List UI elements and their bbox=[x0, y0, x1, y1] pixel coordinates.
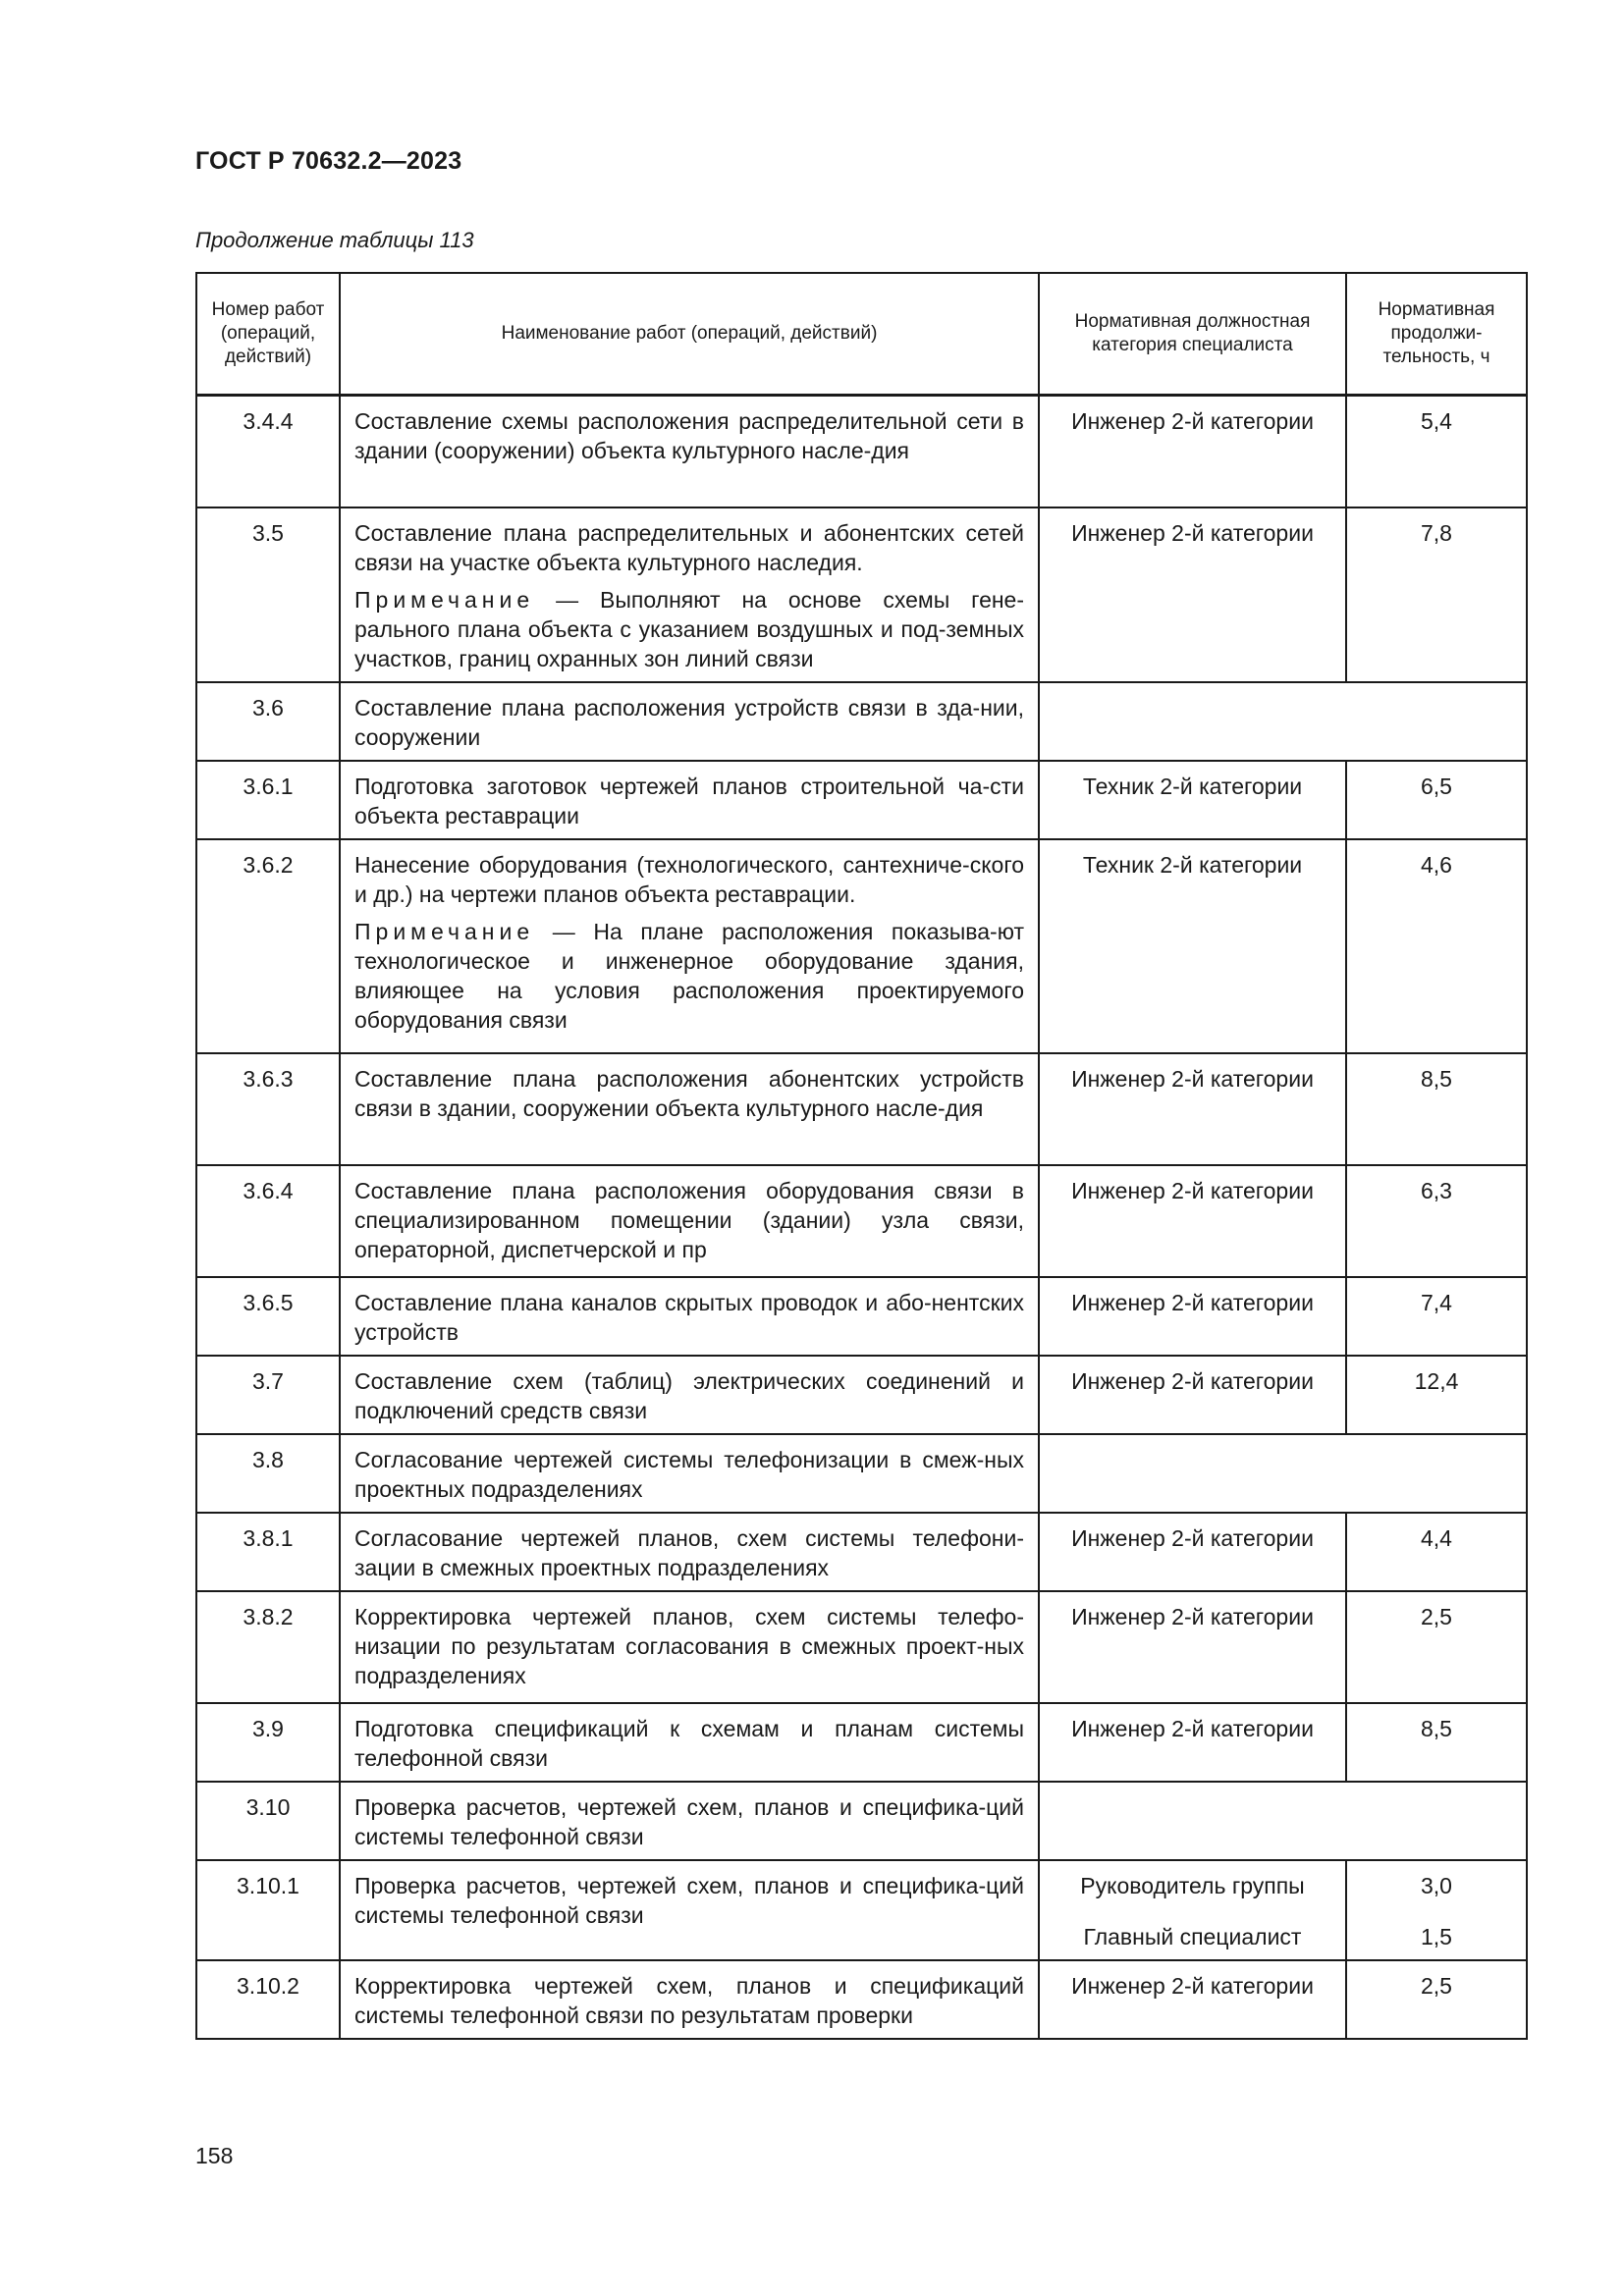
work-name-text: Нанесение оборудования (технологического, сантехниче-ского и др.) на чертежи планов объекта реставрации. bbox=[354, 851, 1024, 907]
duration-value: 1,5 bbox=[1421, 1923, 1452, 1949]
duration-value: 6,5 bbox=[1421, 773, 1452, 799]
cell-duration bbox=[1346, 1513, 1527, 1591]
cell-category bbox=[1039, 1703, 1346, 1782]
table-row bbox=[196, 1356, 1527, 1434]
category-value: Инженер 2-й категории bbox=[1071, 519, 1314, 546]
work-name-text: Проверка расчетов, чертежей схем, планов и специфика-ций системы телефонной связи bbox=[354, 1793, 1024, 1849]
cell-number: 3.4.4 bbox=[196, 396, 340, 507]
duration-value: 4,6 bbox=[1421, 851, 1452, 878]
cell-duration bbox=[1346, 507, 1527, 682]
cell-duration bbox=[1346, 1860, 1527, 1960]
work-name-text: Согласование чертежей планов, схем системы телефони-зации в смежных проектных подразделениях bbox=[354, 1524, 1024, 1580]
cell-category bbox=[1039, 1277, 1346, 1356]
table-header-row bbox=[196, 273, 1527, 396]
table-row bbox=[196, 839, 1527, 1053]
duration-value: 5,4 bbox=[1421, 408, 1452, 434]
cell-number: 3.6.3 bbox=[196, 1053, 340, 1165]
category-value: Инженер 2-й категории bbox=[1071, 408, 1314, 434]
duration-value: 2,5 bbox=[1421, 1603, 1452, 1629]
cell-category bbox=[1039, 839, 1346, 1053]
duration-value: 2,5 bbox=[1421, 1972, 1452, 1999]
work-name-text: Составление схем (таблиц) электрических соединений и подключений средств связи bbox=[354, 1367, 1024, 1423]
category-value: Инженер 2-й категории bbox=[1071, 1524, 1314, 1551]
cell-number: 3.8.2 bbox=[196, 1591, 340, 1703]
category-value: Инженер 2-й категории bbox=[1071, 1177, 1314, 1203]
work-name-text: Составление плана расположения абонентских устройств связи в здании, сооружении объекта культурного насле-дия bbox=[354, 1065, 1024, 1121]
cell-category bbox=[1039, 682, 1527, 761]
category-value: Техник 2-й категории bbox=[1082, 773, 1303, 799]
work-name-text: Составление схемы расположения распределительной сети в здании (сооружении) объекта культурного насле-дия bbox=[354, 408, 1024, 463]
page-number: 158 bbox=[195, 2143, 234, 2168]
cell-duration bbox=[1346, 1591, 1527, 1703]
note-text: — Выполняют на основе схемы гене-рального плана объекта с указанием воздушных и под-земных участков, границ охранных зон линий связи bbox=[354, 586, 1025, 671]
table-row bbox=[196, 1860, 1527, 1960]
cell-work-name bbox=[340, 1053, 1039, 1165]
duration-value: 7,4 bbox=[1421, 1289, 1452, 1315]
cell-category bbox=[1039, 1960, 1346, 2039]
cell-work-name bbox=[340, 1860, 1039, 1960]
cell-number: 3.10.2 bbox=[196, 1960, 340, 2039]
cell-category bbox=[1039, 396, 1346, 507]
duration-value: 8,5 bbox=[1421, 1715, 1452, 1741]
work-name-text: Подготовка спецификаций к схемам и планам системы телефонной связи bbox=[354, 1715, 1024, 1771]
cell-category bbox=[1039, 1513, 1346, 1591]
table-row bbox=[196, 1165, 1527, 1277]
table-row bbox=[196, 682, 1527, 761]
category-value: Техник 2-й категории bbox=[1082, 851, 1303, 878]
cell-category bbox=[1039, 1165, 1346, 1277]
table-row bbox=[196, 396, 1527, 507]
duration-value: 12,4 bbox=[1414, 1367, 1459, 1394]
norms-table bbox=[195, 272, 1528, 2040]
table-row bbox=[196, 761, 1527, 839]
column-header-number: Номер работ (операций, действий) bbox=[196, 273, 340, 396]
note-label: Примечание bbox=[354, 586, 535, 613]
work-name-text: Составление плана расположения оборудования связи в специализированном помещении (здании) узла связи, операторной, диспетчерской и пр bbox=[354, 1177, 1024, 1262]
table-row bbox=[196, 507, 1527, 682]
cell-category bbox=[1039, 761, 1346, 839]
duration-value: 3,0 bbox=[1421, 1872, 1452, 1898]
table-row bbox=[196, 1703, 1527, 1782]
cell-number: 3.6.1 bbox=[196, 761, 340, 839]
category-value: Руководитель группы bbox=[1080, 1872, 1305, 1898]
cell-duration bbox=[1346, 1356, 1527, 1434]
cell-category bbox=[1039, 1782, 1527, 1860]
cell-number: 3.6.4 bbox=[196, 1165, 340, 1277]
cell-work-name bbox=[340, 1960, 1039, 2039]
column-header-name: Наименование работ (операций, действий) bbox=[340, 273, 1039, 396]
work-note bbox=[354, 585, 1024, 673]
cell-category bbox=[1039, 1053, 1346, 1165]
cell-number: 3.8 bbox=[196, 1434, 340, 1513]
duration-value: 4,4 bbox=[1421, 1524, 1452, 1551]
cell-work-name bbox=[340, 1782, 1039, 1860]
work-note bbox=[354, 917, 1024, 1035]
table-row bbox=[196, 1513, 1527, 1591]
work-name-text: Корректировка чертежей планов, схем системы телефо-низации по результатам согласования в смежных проект-ных подразделениях bbox=[354, 1603, 1024, 1688]
work-name-text: Проверка расчетов, чертежей схем, планов и специфика-ций системы телефонной связи bbox=[354, 1872, 1024, 1928]
cell-work-name bbox=[340, 1277, 1039, 1356]
cell-category bbox=[1039, 1356, 1346, 1434]
work-name-text: Корректировка чертежей схем, планов и спецификаций системы телефонной связи по результатам проверки bbox=[354, 1972, 1024, 2028]
column-header-category: Нормативная должностная категория специалиста bbox=[1039, 273, 1346, 396]
cell-number: 3.7 bbox=[196, 1356, 340, 1434]
cell-work-name bbox=[340, 1513, 1039, 1591]
table-caption: Продолжение таблицы 113 bbox=[195, 228, 474, 252]
work-name-text: Согласование чертежей системы телефонизации в смеж-ных проектных подразделениях bbox=[354, 1446, 1024, 1502]
cell-duration bbox=[1346, 761, 1527, 839]
cell-duration bbox=[1346, 1277, 1527, 1356]
duration-value: 8,5 bbox=[1421, 1065, 1452, 1092]
cell-duration bbox=[1346, 1960, 1527, 2039]
cell-number: 3.9 bbox=[196, 1703, 340, 1782]
cell-duration bbox=[1346, 1703, 1527, 1782]
cell-work-name bbox=[340, 1356, 1039, 1434]
cell-work-name bbox=[340, 1165, 1039, 1277]
cell-work-name bbox=[340, 1703, 1039, 1782]
cell-number: 3.6.2 bbox=[196, 839, 340, 1053]
table-row bbox=[196, 1782, 1527, 1860]
category-value: Инженер 2-й категории bbox=[1071, 1603, 1314, 1629]
category-value: Инженер 2-й категории bbox=[1071, 1065, 1314, 1092]
cell-work-name bbox=[340, 1591, 1039, 1703]
category-value: Инженер 2-й категории bbox=[1071, 1972, 1314, 1999]
work-name-text: Подготовка заготовок чертежей планов строительной ча-сти объекта реставрации bbox=[354, 773, 1024, 828]
duration-value: 7,8 bbox=[1421, 519, 1452, 546]
cell-category bbox=[1039, 1591, 1346, 1703]
table-row bbox=[196, 1053, 1527, 1165]
cell-number: 3.8.1 bbox=[196, 1513, 340, 1591]
cell-work-name bbox=[340, 682, 1039, 761]
category-value: Главный специалист bbox=[1083, 1923, 1302, 1949]
cell-work-name bbox=[340, 839, 1039, 1053]
table-row bbox=[196, 1591, 1527, 1703]
work-name-text: Составление плана распределительных и абонентских сетей связи на участке объекта культурного наследия. bbox=[354, 519, 1024, 575]
work-name-text: Составление плана каналов скрытых проводок и або-нентских устройств bbox=[354, 1289, 1024, 1345]
cell-category bbox=[1039, 1860, 1346, 1960]
cell-number: 3.6.5 bbox=[196, 1277, 340, 1356]
cell-duration bbox=[1346, 396, 1527, 507]
duration-value: 6,3 bbox=[1421, 1177, 1452, 1203]
cell-work-name bbox=[340, 1434, 1039, 1513]
cell-number: 3.10 bbox=[196, 1782, 340, 1860]
cell-category bbox=[1039, 1434, 1527, 1513]
table-body bbox=[196, 396, 1527, 2039]
cell-duration bbox=[1346, 1165, 1527, 1277]
document-code: ГОСТ Р 70632.2—2023 bbox=[195, 147, 462, 175]
cell-work-name bbox=[340, 507, 1039, 682]
cell-category bbox=[1039, 507, 1346, 682]
cell-number: 3.10.1 bbox=[196, 1860, 340, 1960]
category-value: Инженер 2-й категории bbox=[1071, 1367, 1314, 1394]
table-row bbox=[196, 1277, 1527, 1356]
cell-work-name bbox=[340, 761, 1039, 839]
note-label: Примечание bbox=[354, 918, 535, 944]
cell-duration bbox=[1346, 1053, 1527, 1165]
category-value: Инженер 2-й категории bbox=[1071, 1715, 1314, 1741]
cell-number: 3.5 bbox=[196, 507, 340, 682]
note-text: — На плане расположения показыва-ют технологическое и инженерное оборудование здания, влияющее на условия расположения проектируемого оборудования связи bbox=[354, 918, 1024, 1033]
table-row bbox=[196, 1960, 1527, 2039]
work-name-text: Составление плана расположения устройств связи в зда-нии, сооружении bbox=[354, 694, 1024, 750]
category-value: Инженер 2-й категории bbox=[1071, 1289, 1314, 1315]
table-row bbox=[196, 1434, 1527, 1513]
column-header-duration: Нормативная продолжи-тельность, ч bbox=[1346, 273, 1527, 396]
cell-duration bbox=[1346, 839, 1527, 1053]
cell-number: 3.6 bbox=[196, 682, 340, 761]
cell-work-name bbox=[340, 396, 1039, 507]
